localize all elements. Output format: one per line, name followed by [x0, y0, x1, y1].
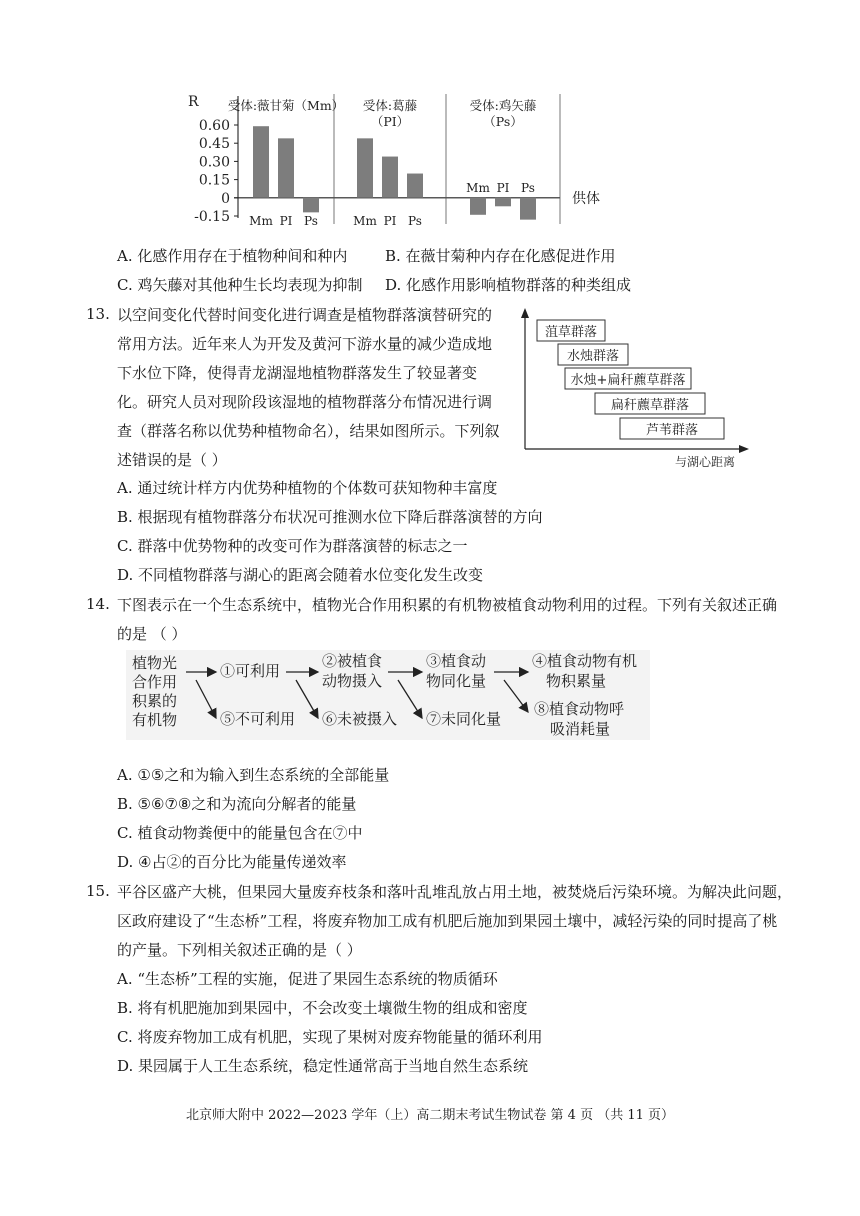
q14-option-d: D. ④占②的百分比为能量传递效率: [117, 853, 347, 871]
y-axis-arrow: [521, 308, 529, 318]
q15-number: 15.: [86, 882, 110, 900]
bar: [253, 126, 269, 198]
q13-stem-line: 常用方法。近年来人为开发及黄河下游水量的减少造成地: [117, 335, 493, 353]
flow-source-text: 积累的: [132, 692, 178, 710]
q14-option-b: B. ⑤⑥⑦⑧之和为流向分解者的能量: [117, 795, 357, 813]
page-footer: 北京师大附中 2022—2023 学年（上）高二期末考试生物试卷 第 4 页 （共 11 页）: [185, 1108, 675, 1123]
energy-flow-diagram: [126, 650, 650, 740]
q15-option-a: A. “生态桥”工程的实施，促进了果园生态系统的物质循环: [117, 970, 498, 988]
q12-option-d: D. 化感作用影响植物群落的种类组成: [385, 276, 632, 294]
q12-option-a: A. 化感作用存在于植物种间和种内: [117, 247, 348, 265]
y-tick-label: 0.45: [198, 136, 230, 153]
community-distribution-diagram: [515, 306, 755, 468]
q14-stem-line: 下图表示在一个生态系统中，植物光合作用积累的有机物被植食动物利用的过程。下列有关叙述正确: [117, 596, 778, 614]
flow-bottom-node: ⑥未被摄入: [322, 710, 398, 728]
flow-source-text: 植物光: [132, 654, 178, 672]
flow-top-node: 物同化量: [426, 672, 487, 690]
flow-bottom-node: ⑦未同化量: [426, 710, 502, 728]
community-box: [620, 418, 724, 439]
flow-top-node: ①可利用: [220, 662, 281, 680]
y-axis-label: R: [188, 94, 199, 110]
category-label: PI: [496, 180, 510, 195]
flow-source-text: 有机物: [132, 711, 178, 729]
q15-stem-line: 的产量。下列相关叙述正确的是（ ）: [117, 941, 362, 959]
category-label: PI: [383, 214, 397, 228]
q15-option-b: B. 将有机肥施加到果园中，不会改变土壤微生物的组成和密度: [117, 999, 528, 1017]
community-label: 水烛+扁秆藨草群落: [570, 373, 686, 388]
q13-stem-line: 化。研究人员对现阶段该湿地的植物群落分布情况进行调: [117, 393, 493, 411]
q12-option-c: C. 鸡矢藤对其他种生长均表现为抑制: [117, 276, 363, 294]
flow-top-node: 物积累量: [546, 672, 607, 690]
bar: [520, 198, 536, 220]
q15-option-c: C. 将废弃物加工成有机肥，实现了果树对废弃物能量的循环利用: [117, 1028, 543, 1046]
bar: [382, 157, 398, 198]
q14-number: 14.: [86, 595, 110, 613]
q13-stem-line: 查（群落名称以优势种植物命名），结果如图所示。下列叙: [117, 422, 500, 440]
community-box: [537, 320, 605, 341]
bar: [303, 198, 319, 213]
x-axis-arrow: [739, 445, 749, 453]
category-label: Ps: [521, 180, 535, 195]
q13-option-a: A. 通过统计样方内优势种植物的个体数可获知物种丰富度: [117, 479, 498, 497]
community-label: 芦苇群落: [645, 423, 699, 438]
y-tick-label: 0: [221, 190, 230, 207]
community-label: 水烛群落: [566, 349, 620, 364]
flow-top-node: ④植食动物有机: [532, 652, 638, 670]
q15-stem-line: 平谷区盛产大桃，但果园大量废弃枝条和落叶乱堆乱放占用土地，被焚烧后污染环境。为解决此问题，: [117, 883, 793, 901]
y-tick-label: 0.30: [198, 154, 230, 171]
q13-stem-line: 下水位下降，使得青龙湖湿地植物群落发生了较显著变: [117, 364, 478, 382]
community-label: 菹草群落: [544, 325, 598, 340]
community-box: [595, 393, 705, 414]
flow-top-node: ②被植食: [322, 652, 383, 670]
category-label: Mm: [249, 214, 273, 228]
y-tick-label: 0.15: [198, 172, 230, 189]
q14-stem-line: 的是 （ ）: [117, 625, 187, 643]
x-axis-label: 供体: [572, 191, 600, 207]
flow-source-text: 合作用: [132, 673, 178, 691]
community-box: [558, 344, 628, 365]
q15-option-d: D. 果园属于人工生态系统，稳定性通常高于当地自然生态系统: [117, 1057, 529, 1075]
bar: [357, 138, 373, 197]
x-axis-label: 与湖心距离: [675, 455, 736, 468]
category-label: Ps: [408, 214, 422, 228]
group-title: （PI）: [370, 114, 410, 129]
flow-bottom-node: ⑧植食动物呼: [534, 700, 625, 718]
bar: [495, 198, 511, 206]
q13-stem-line: 以空间变化代替时间变化进行调查是植物群落演替研究的: [117, 306, 493, 324]
group-title: 受体:薇甘菊（Mm）: [227, 98, 345, 113]
q14-option-a: A. ①⑤之和为输入到生态系统的全部能量: [117, 766, 390, 784]
category-label: Mm: [353, 214, 377, 228]
category-label: Mm: [466, 180, 490, 195]
group-title: 受体:葛藤: [362, 98, 418, 113]
q13-option-c: C. 群落中优势物种的改变可作为群落演替的标志之一: [117, 537, 468, 555]
flow-bottom-node: ⑤不可利用: [220, 710, 296, 728]
q14-option-c: C. 植食动物粪便中的能量包含在⑦中: [117, 824, 363, 842]
community-box: [565, 368, 691, 389]
flow-top-node: ③植食动: [426, 652, 487, 670]
q15-stem-line: 区政府建设了“生态桥”工程，将废弃物加工成有机肥后施加到果园土壤中，减轻污染的同时提高了桃: [117, 912, 778, 930]
bar: [278, 138, 294, 197]
group-title: 受体:鸡矢藤: [469, 98, 537, 113]
category-label: PI: [279, 214, 293, 228]
allelopathy-bar-chart: [150, 88, 620, 238]
y-tick-label: 0.60: [198, 118, 230, 134]
q13-number: 13.: [86, 305, 110, 323]
bar: [470, 198, 486, 215]
flow-top-node: 动物摄入: [322, 672, 383, 690]
community-label: 扁秆藨草群落: [610, 398, 690, 413]
bar: [407, 174, 423, 198]
category-label: Ps: [304, 214, 318, 228]
flow-bottom-node: 吸消耗量: [550, 720, 611, 738]
group-title: （Ps）: [483, 114, 523, 129]
q12-option-b: B. 在薇甘菊种内存在化感促进作用: [385, 247, 616, 265]
y-tick-label: -0.15: [194, 209, 230, 225]
q13-option-b: B. 根据现有植物群落分布状况可推测水位下降后群落演替的方向: [117, 508, 543, 526]
q13-option-d: D. 不同植物群落与湖心的距离会随着水位变化发生改变: [117, 566, 484, 584]
q13-stem-line: 述错误的是（ ）: [117, 451, 227, 469]
